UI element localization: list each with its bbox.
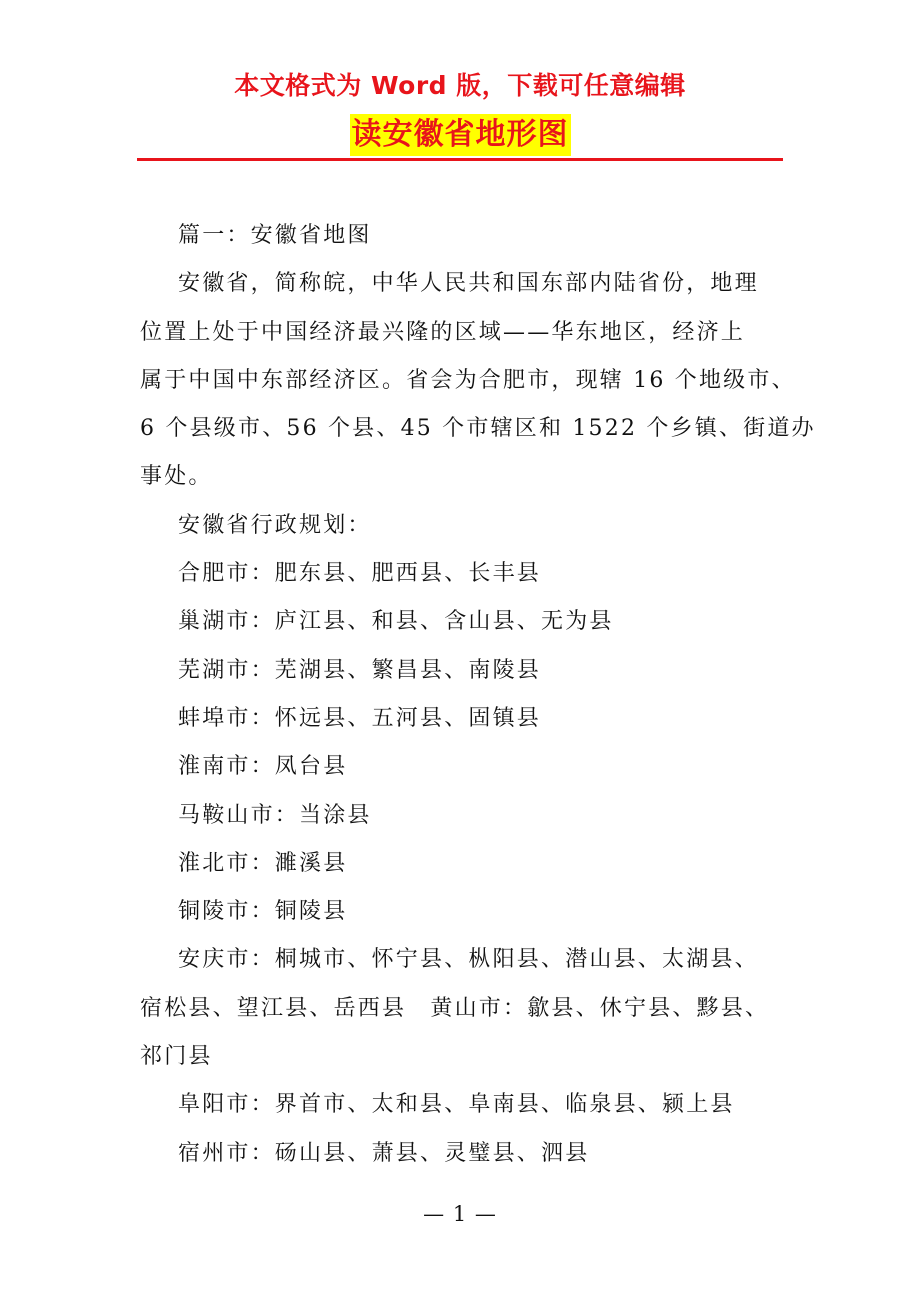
intro-line: 属于中国中东部经济区。省会为合肥市，现辖 16 个地级市、 xyxy=(140,367,796,393)
city-entry: 阜阳市：界首市、太和县、阜南县、临泉县、颍上县 xyxy=(178,1092,735,1118)
document-title: 读安徽省地形图 xyxy=(350,114,571,156)
city-entry-anqing: 安庆市：桐城市、怀宁县、枞阳县、潜山县、太湖县、 xyxy=(178,947,759,973)
document-body xyxy=(140,212,816,1178)
city-entry: 蚌埠市：怀远县、五河县、固镇县 xyxy=(178,705,542,731)
city-entry: 合肥市：肥东县、肥西县、长丰县 xyxy=(178,561,542,587)
plan-heading: 安徽省行政规划： xyxy=(178,512,372,538)
city-entry: 巢湖市：庐江县、和县、含山县、无为县 xyxy=(178,609,614,635)
title-divider xyxy=(137,158,783,161)
section-heading: 篇一：安徽省地图 xyxy=(178,223,372,248)
page-number: — 1 — xyxy=(423,1202,497,1226)
download-banner: 本文格式为 Word 版，下载可任意编辑 xyxy=(234,71,686,100)
intro-line: 位置上处于中国经济最兴隆的区域——华东地区，经济上 xyxy=(140,319,746,345)
city-entry-anqing: 祁门县 xyxy=(140,1044,213,1070)
intro-line: 6 个县级市、56 个县、45 个市辖区和 1522 个乡镇、街道办 xyxy=(140,416,816,442)
intro-line: 事处。 xyxy=(140,464,213,490)
city-entry: 马鞍山市：当涂县 xyxy=(178,802,372,828)
city-entry: 淮南市：凤台县 xyxy=(178,754,348,780)
city-entry: 宿州市：砀山县、萧县、灵璧县、泗县 xyxy=(178,1140,590,1166)
city-entry: 芜湖市：芜湖县、繁昌县、南陵县 xyxy=(178,657,542,683)
city-entry-anqing: 宿松县、望江县、岳西县 黄山市：歙县、休宁县、黟县、 xyxy=(140,995,770,1021)
city-entry: 淮北市：濉溪县 xyxy=(178,850,348,876)
intro-line: 安徽省，简称皖，中华人民共和国东部内陆省份，地理 xyxy=(178,271,759,297)
city-entry: 铜陵市：铜陵县 xyxy=(178,899,348,925)
title-container xyxy=(0,114,920,156)
